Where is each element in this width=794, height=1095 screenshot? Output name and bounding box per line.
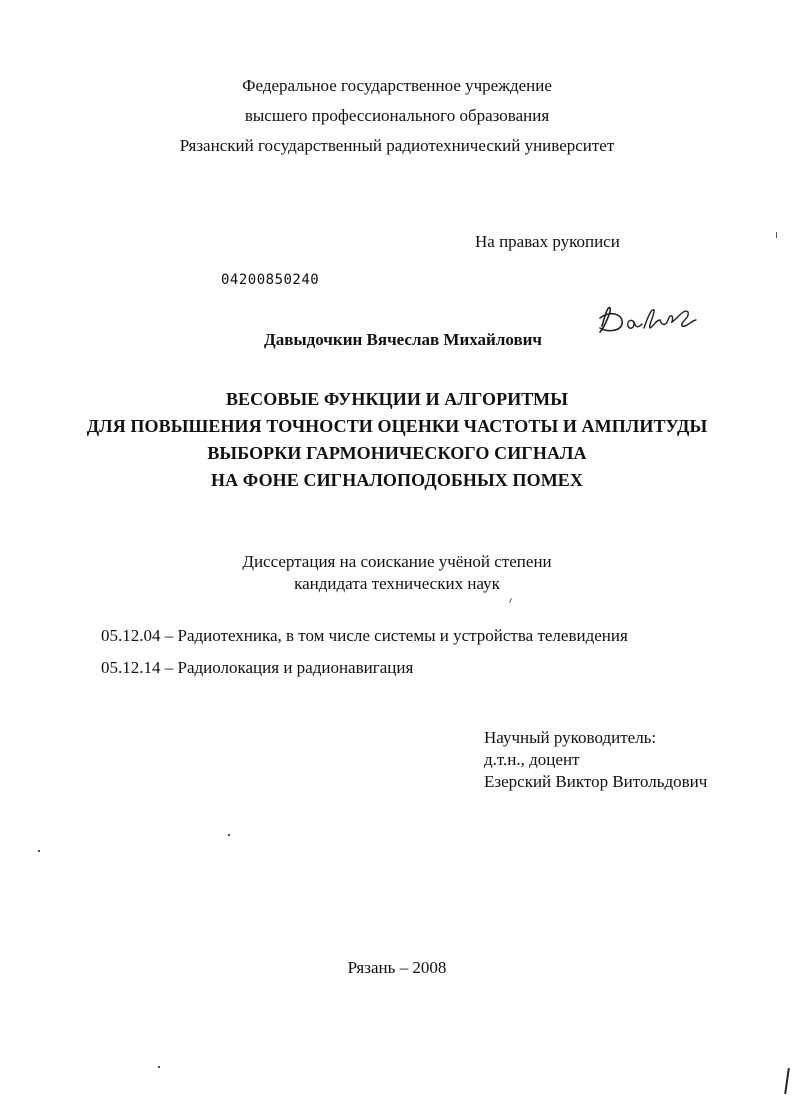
supervisor-degree: д.т.н., доцент [484,750,580,769]
signature [592,298,704,340]
institution-line-2: высшего профессионального образования [244,106,550,125]
scan-artifact [158,1066,160,1068]
scan-artifact [38,850,40,852]
city-year: Рязань – 2008 [347,958,447,977]
institution-line-3: Рязанский государственный радиотехнический университет [179,136,615,155]
institution-line-1: Федеральное государственное учреждение [242,76,552,95]
author-name: Давыдочкин Вячеслав Михайлович [264,330,543,349]
dissertation-line-1: Диссертация на соискание учёной степени [242,552,552,571]
specialty-2: 05.12.14 – Радиолокация и радионавигация [101,658,414,677]
scan-artifact [228,834,230,836]
scan-artifact [776,232,777,238]
title-line-1: ВЕСОВЫЕ ФУНКЦИИ И АЛГОРИТМЫ [225,389,569,409]
title-line-2: ДЛЯ ПОВЫШЕНИЯ ТОЧНОСТИ ОЦЕНКИ ЧАСТОТЫ И АМПЛИТУДЫ [86,416,708,436]
supervisor-label: Научный руководитель: [484,728,657,747]
scan-artifact [509,598,512,603]
title-line-3: ВЫБОРКИ ГАРМОНИЧЕСКОГО СИГНАЛА [207,443,587,463]
specialty-1: 05.12.04 – Радиотехника, в том числе системы и устройства телевидения [101,626,628,645]
rights-note: На правах рукописи [475,232,620,251]
scan-artifact [784,1068,790,1094]
dissertation-line-2: кандидата технических наук [294,574,500,593]
catalog-code: 04200850240 [221,272,320,288]
title-line-4: НА ФОНЕ СИГНАЛОПОДОБНЫХ ПОМЕХ [210,470,583,490]
supervisor-name: Езерский Виктор Витольдович [484,772,708,791]
